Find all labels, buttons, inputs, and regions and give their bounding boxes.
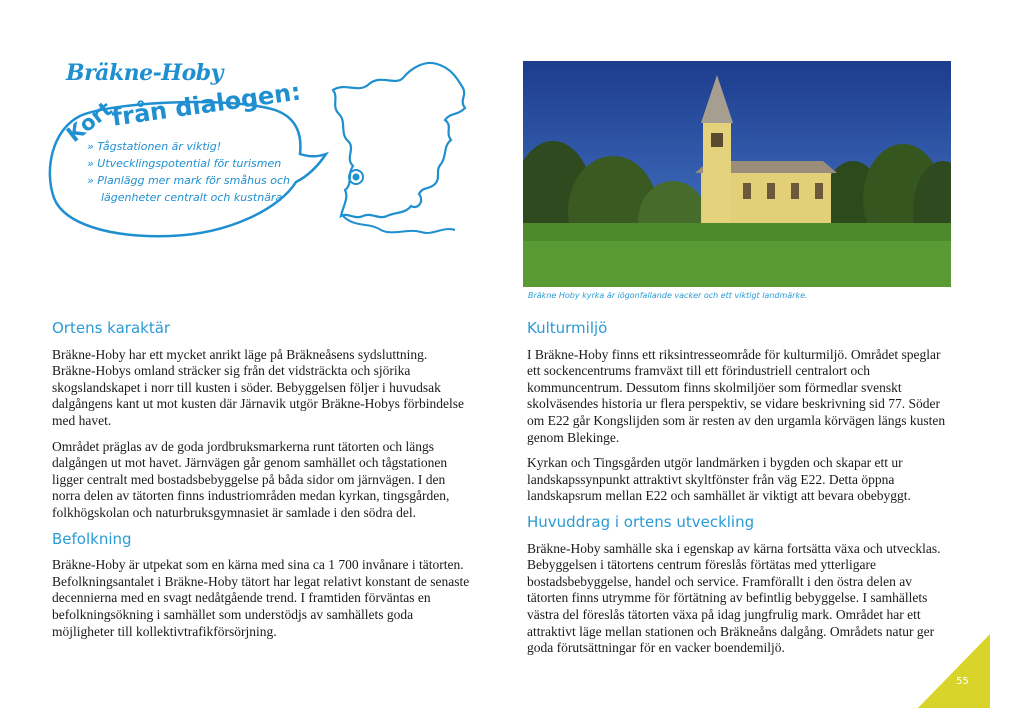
- bubble-item: [87, 155, 290, 172]
- paragraph: Området präglas av de goda jordbruksmarkerna runt tätorten och längs dalgången ut mot havet. Järnvägen går genom samhället och tågstationen ligger centralt med bostadsbebyggelse på båda sidor om järnvägen. I den norra delen av tätorten finns industriområden medan kyrkan, tingsgården, folkhögskolan och naturbruksgymnasiet är samlade i den södra del.: [52, 438, 450, 520]
- bubble-item-text: » Utvecklingspotential för turismen: [87, 157, 282, 170]
- bubble-heading: från dialogen:: [110, 77, 303, 132]
- bubble-item-text: » Tågstationen är viktig!: [87, 140, 222, 153]
- page-title: Bräkne-Hoby: [66, 60, 223, 86]
- bubble-kort-label: Kort: [62, 96, 117, 147]
- page-number: 55: [956, 676, 969, 687]
- corner-triangle: [918, 634, 990, 708]
- church-photo: [523, 61, 951, 287]
- bubble-list: [87, 138, 290, 206]
- bubble-item-text: » Planlägg mer mark för småhus och: [87, 174, 291, 187]
- section-heading-befolkning: Befolkning: [52, 529, 132, 548]
- section-heading-huvuddrag: Huvuddrag i ortens utveckling: [527, 512, 755, 531]
- bubble-item-text-cont: lägenheter centralt och kustnära: [101, 191, 283, 204]
- paragraph: Bräkne-Hoby är utpekat som en kärna med sina ca 1 700 invånare i tätorten. Befolkningsantalet i Bräkne-Hoby tätort har legat relativt konstant de senaste decennierna med en svagt nedåtgående trend. I framtiden förväntas en befolkningsökning i samhället som understödjs av samhällets goda möjligheter till kollektivtrafikförsörjning.: [52, 557, 470, 639]
- church-photo-illustration: [523, 61, 951, 287]
- paragraph: I Bräkne-Hoby finns ett riksintresseområde för kulturmiljö. Området speglar ett sockencentrums framväxt till ett förindustriell centralort och kommuncentrum. Dessutom finns skolmiljöer som förmedlar svenskt skolväsendes historia ur flera perspektiv, se vidare beskrivning sid 77. Söder om E22 går Kongslijden som är resten av den urgamla körvägen längs kusten genom Blekinge.: [527, 346, 946, 445]
- section-heading-ortens-karaktar: Ortens karaktär: [52, 319, 171, 337]
- right-column: [527, 320, 955, 666]
- bubble-item: [87, 172, 290, 206]
- municipality-map: [325, 60, 475, 240]
- bubble-item: [87, 138, 290, 155]
- left-column: [52, 320, 472, 649]
- paragraph: Kyrkan och Tingsgården utgör landmärken i bygden och skapar ett ur landskapssynpunkt attraktivt skyltfönster från väg E22. Detta öppna landskapsrum mellan E22 och samhället är viktigt att bevara obebyggt.: [527, 455, 911, 504]
- paragraph: Bräkne-Hoby samhälle ska i egenskap av kärna fortsätta växa och utvecklas. Bebyggelsen i tätortens centrum föreslås förtätas med ytterligare bostadsbebyggelse, handel och service. Framförallt i den östra delen av tätorten finns utrymme för förtätning av befintlig bebyggelse. I samhällets västra del föreslås tätorten växa på idag jungfrulig mark. Området har ett attraktivt läge mellan stationen och Bräkneåns dalgång. Områdets natur ger goda förutsättningar för en vacker boendemiljö.: [527, 540, 941, 656]
- photo-caption: Bräkne Hoby kyrka är iögonfallande vacker och ett viktigt landmärke.: [528, 291, 808, 300]
- section-heading-kulturmiljo: Kulturmiljö: [527, 319, 608, 337]
- paragraph: Bräkne-Hoby har ett mycket anrikt läge på Bräkneåsens sydsluttning. Bräkne-Hobys omland sträcker sig från det vidsträckta och sjörika skogslandskapet i norr till kusten i söder. Bebyggelsen följer i huvudsak dalgångens kant ut mot kusten där Järnavik utgör Bräkne-Hobys förbindelse med havet.: [52, 346, 465, 428]
